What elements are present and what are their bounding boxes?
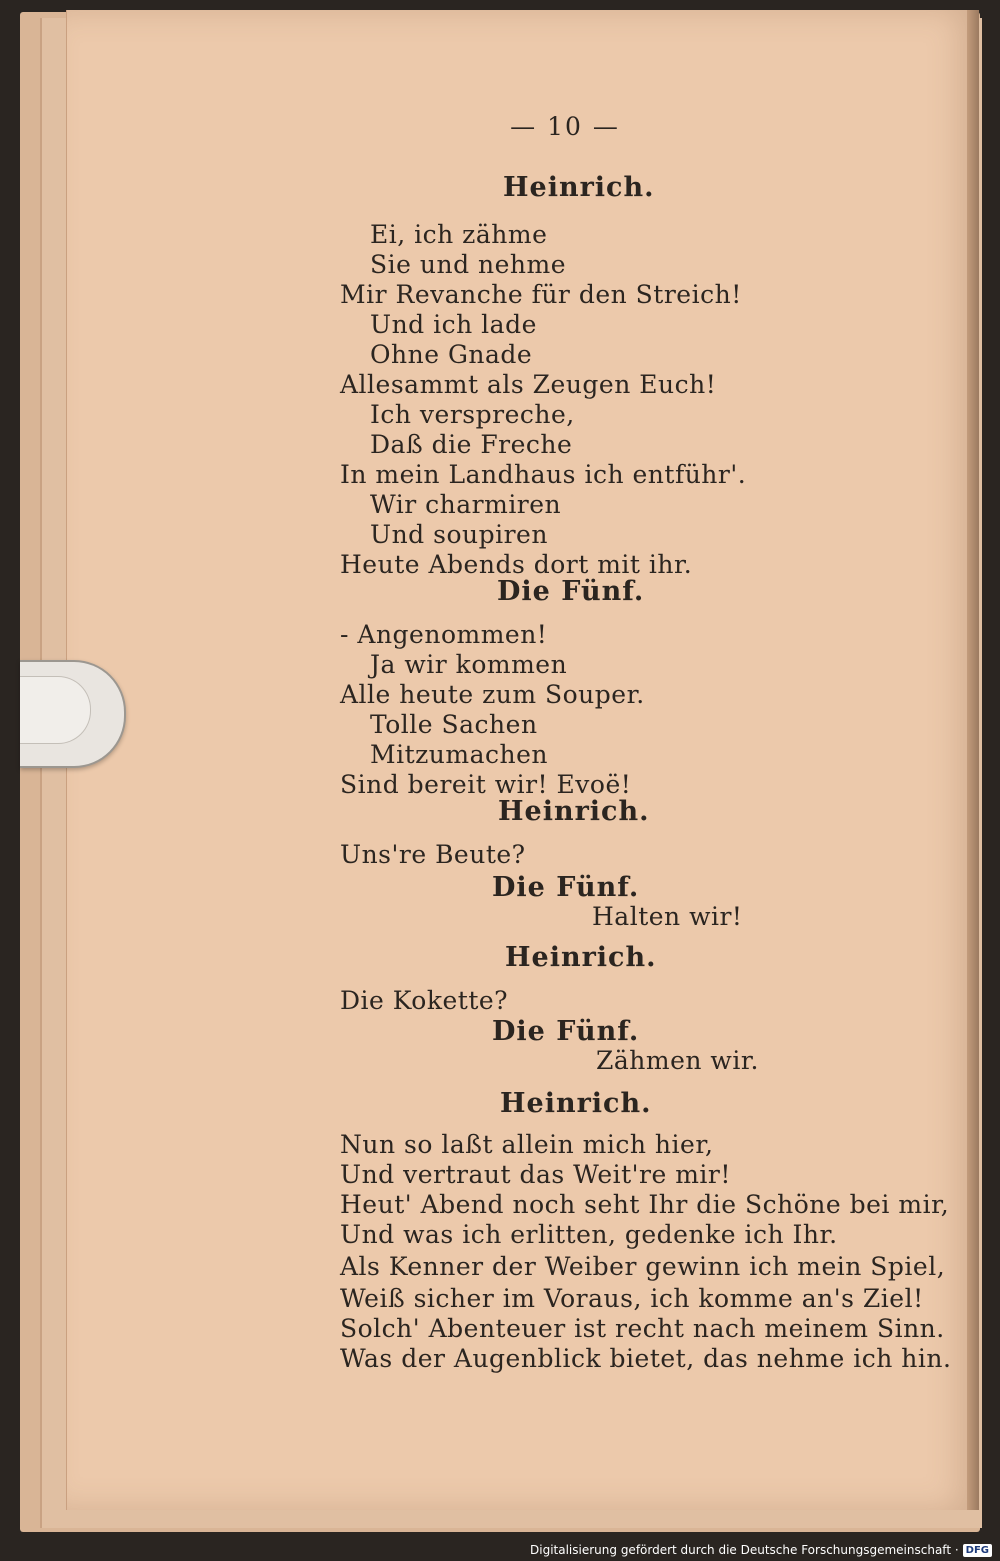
verse-line: Mitzumachen — [370, 740, 549, 769]
verse-line: Solch' Abenteuer ist recht nach meinem Sinn. — [340, 1314, 945, 1343]
verse-line: Wir charmiren — [370, 490, 562, 519]
verse-line: In mein Landhaus ich entführ'. — [340, 460, 747, 489]
speaker-heading: Heinrich. — [500, 1088, 652, 1119]
speaker-heading: Die Fünf. — [492, 1016, 640, 1047]
verse-line: Heute Abends dort mit ihr. — [340, 550, 693, 579]
verse-line: Ei, ich zähme — [370, 220, 548, 249]
verse-line: Und was ich erlitten, gedenke ich Ihr. — [340, 1220, 838, 1249]
verse-line: Tolle Sachen — [370, 710, 538, 739]
speaker-heading: Die Fünf. — [492, 872, 640, 903]
speaker-heading: Heinrich. — [503, 172, 655, 203]
dfg-logo: DFG — [963, 1544, 992, 1557]
speaker-heading: Heinrich. — [505, 942, 657, 973]
verse-line: Sind bereit wir! Evoë! — [340, 770, 632, 799]
verse-line: Sie und nehme — [370, 250, 567, 279]
page-number: — 10 — — [510, 112, 620, 141]
verse-line: Die Kokette? — [340, 986, 509, 1015]
verse-line: Und soupiren — [370, 520, 548, 549]
verse-line: - Angenommen! — [340, 620, 548, 649]
speaker-heading: Heinrich. — [498, 796, 650, 827]
verse-line: Was der Augenblick bietet, das nehme ich hin. — [340, 1344, 952, 1373]
verse-line: Alle heute zum Souper. — [340, 680, 645, 709]
verse-line: Uns're Beute? — [340, 840, 526, 869]
verse-line: Daß die Freche — [370, 430, 573, 459]
verse-line: Zähmen wir. — [596, 1046, 759, 1075]
verse-line: Und vertraut das Weit're mir! — [340, 1160, 731, 1189]
verse-line: Heut' Abend noch seht Ihr die Schöne bei mir, — [340, 1190, 950, 1219]
verse-line: Und ich lade — [370, 310, 537, 339]
verse-line: Allesammt als Zeugen Euch! — [340, 370, 717, 399]
verse-line: Als Kenner der Weiber gewinn ich mein Spiel, — [340, 1252, 946, 1281]
digitization-credit-text: Digitalisierung gefördert durch die Deutsche Forschungsgemeinschaft · — [530, 1543, 959, 1557]
verse-line: Halten wir! — [592, 902, 743, 931]
verse-line: Mir Revanche für den Streich! — [340, 280, 742, 309]
digitization-credit — [530, 1540, 992, 1560]
speaker-heading: Die Fünf. — [497, 576, 645, 607]
verse-line: Ich verspreche, — [370, 400, 575, 429]
verse-line: Nun so laßt allein mich hier, — [340, 1130, 714, 1159]
verse-line: Weiß sicher im Voraus, ich komme an's Ziel! — [340, 1284, 924, 1313]
verse-line: Ohne Gnade — [370, 340, 533, 369]
verse-line: Ja wir kommen — [370, 650, 568, 679]
